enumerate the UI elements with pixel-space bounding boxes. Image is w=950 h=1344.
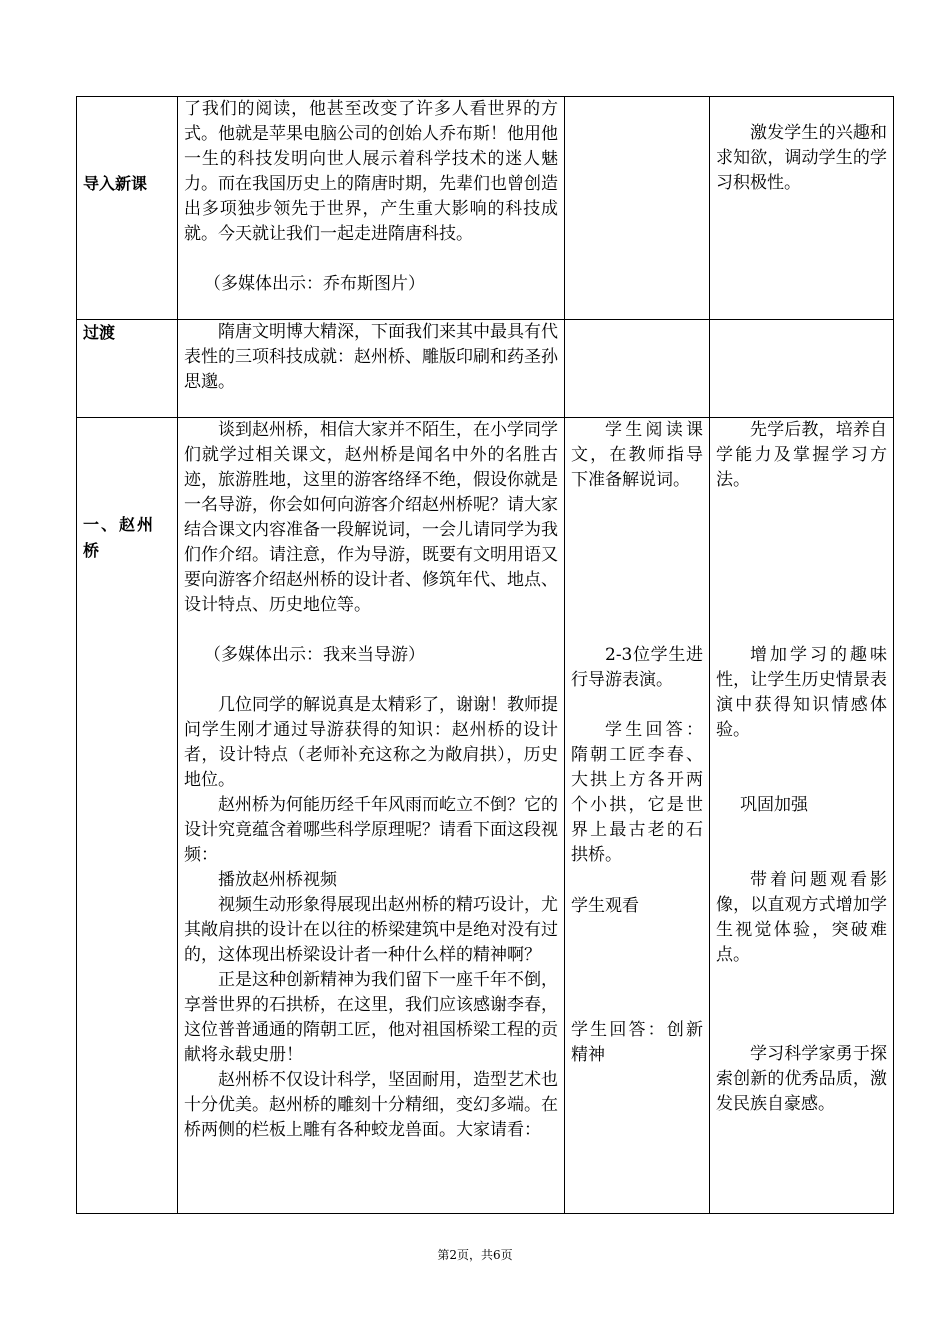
content-paragraph: 谈到赵州桥，相信大家并不陌生，在小学同学们就学过相关课文，赵州桥是闻名中外的名胜古迹，旅游胜地，这里的游客络绎不绝，假设你就是一名导游，你会如何向游客介绍赵州桥呢？请大家结合课文内容准备一段解说词，一会儿请同学为我们作介绍。请注意，作为导游，既要有文明用语又要向游客介绍赵州桥的设计者、修筑年代、地点、设计特点、历史地位等。 — [184, 420, 558, 615]
table-row-intro — [77, 97, 894, 320]
intent-text: 激发学生的兴趣和求知欲，调动学生的学习积极性。 — [716, 123, 887, 193]
intent-cell-transition — [710, 320, 894, 418]
page-footer: 第2页，共6页 — [437, 1248, 513, 1262]
table-row-transition — [77, 320, 894, 418]
intent-text: 带着问题观看影像，以直观方式增加学生视觉体验，突破难点。 — [716, 870, 887, 965]
content-paragraph: 正是这种创新精神为我们留下一座千年不倒，享誉世界的石拱桥，在这里，我们应该感谢李春，这位普普通通的隋朝工匠，他对祖国桥梁工程的贡献将永载史册！ — [184, 970, 558, 1065]
student-activity: 2-3位学生进行导游表演。 — [571, 645, 703, 690]
phase-label: 一、赵州桥 — [83, 515, 156, 560]
student-activity: 学生阅读课文，在教师指导下准备解说词。 — [571, 420, 703, 490]
student-activity: 学生回答：创新精神 — [571, 1020, 703, 1065]
phase-label: 过渡 — [83, 323, 116, 342]
intent-cell-intro — [710, 97, 894, 320]
table-row-bridge — [77, 418, 894, 1214]
student-cell-bridge — [565, 418, 710, 1214]
content-cell-intro — [178, 97, 565, 320]
content-paragraph: 视频生动形象得展现出赵州桥的精巧设计，尤其敞肩拱的设计在以往的桥梁建筑中是绝对没有过的，这体现出桥梁设计者一种什么样的精神啊？ — [184, 895, 558, 965]
lesson-plan-table — [76, 96, 894, 1214]
media-note: （多媒体出示：我来当导游） — [204, 645, 425, 665]
intent-text: 学习科学家勇于探索创新的优秀品质，激发民族自豪感。 — [716, 1044, 887, 1114]
phase-label: 导入新课 — [83, 174, 148, 193]
intent-cell-bridge — [710, 418, 894, 1214]
content-paragraph: 赵州桥为何能历经千年风雨而屹立不倒？它的设计究竟蕴含着哪些科学原理呢？请看下面这段视频： — [184, 795, 558, 865]
media-note: （多媒体出示：乔布斯图片） — [204, 274, 425, 294]
content-paragraph: 赵州桥不仅设计科学，坚固耐用，造型艺术也十分优美。赵州桥的雕刻十分精细，变幻多端。在桥两侧的栏板上雕有各种蛟龙兽面。大家请看： — [184, 1070, 558, 1140]
phase-cell-bridge — [77, 418, 178, 1214]
content-paragraph: 隋唐文明博大精深，下面我们来其中最具有代表性的三项科技成就：赵州桥、雕版印刷和药圣孙思邈。 — [184, 322, 558, 392]
student-activity: 学生观看 — [571, 896, 639, 916]
student-cell-intro — [565, 97, 710, 320]
student-cell-transition — [565, 320, 710, 418]
content-paragraph: 了我们的阅读，他甚至改变了许多人看世界的方式。他就是苹果电脑公司的创始人乔布斯！他用他一生的科技发明向世人展示着科学技术的迷人魅力。而在我国历史上的隋唐时期，先辈们也曾创造出多项独步领先于世界，产生重大影响的科技成就。今天就让我们一起走进隋唐科技。 — [184, 99, 558, 244]
intent-text: 巩固加强 — [740, 795, 808, 815]
content-cell-transition — [178, 320, 565, 418]
content-paragraph: 播放赵州桥视频 — [218, 870, 337, 890]
phase-cell-intro — [77, 97, 178, 320]
content-paragraph: 几位同学的解说真是太精彩了，谢谢！教师提问学生刚才通过导游获得的知识：赵州桥的设计者，设计特点（老师补充这称之为敞肩拱），历史地位。 — [184, 695, 558, 790]
content-cell-bridge — [178, 418, 565, 1214]
phase-cell-transition — [77, 320, 178, 418]
student-activity: 学生回答：隋朝工匠李春、大拱上方各开两个小拱，它是世界上最古老的石拱桥。 — [571, 720, 703, 865]
intent-text: 增加学习的趣味性，让学生历史情景表演中获得知识情感体验。 — [716, 645, 887, 740]
intent-text: 先学后教，培养自学能力及掌握学习方法。 — [716, 420, 887, 490]
